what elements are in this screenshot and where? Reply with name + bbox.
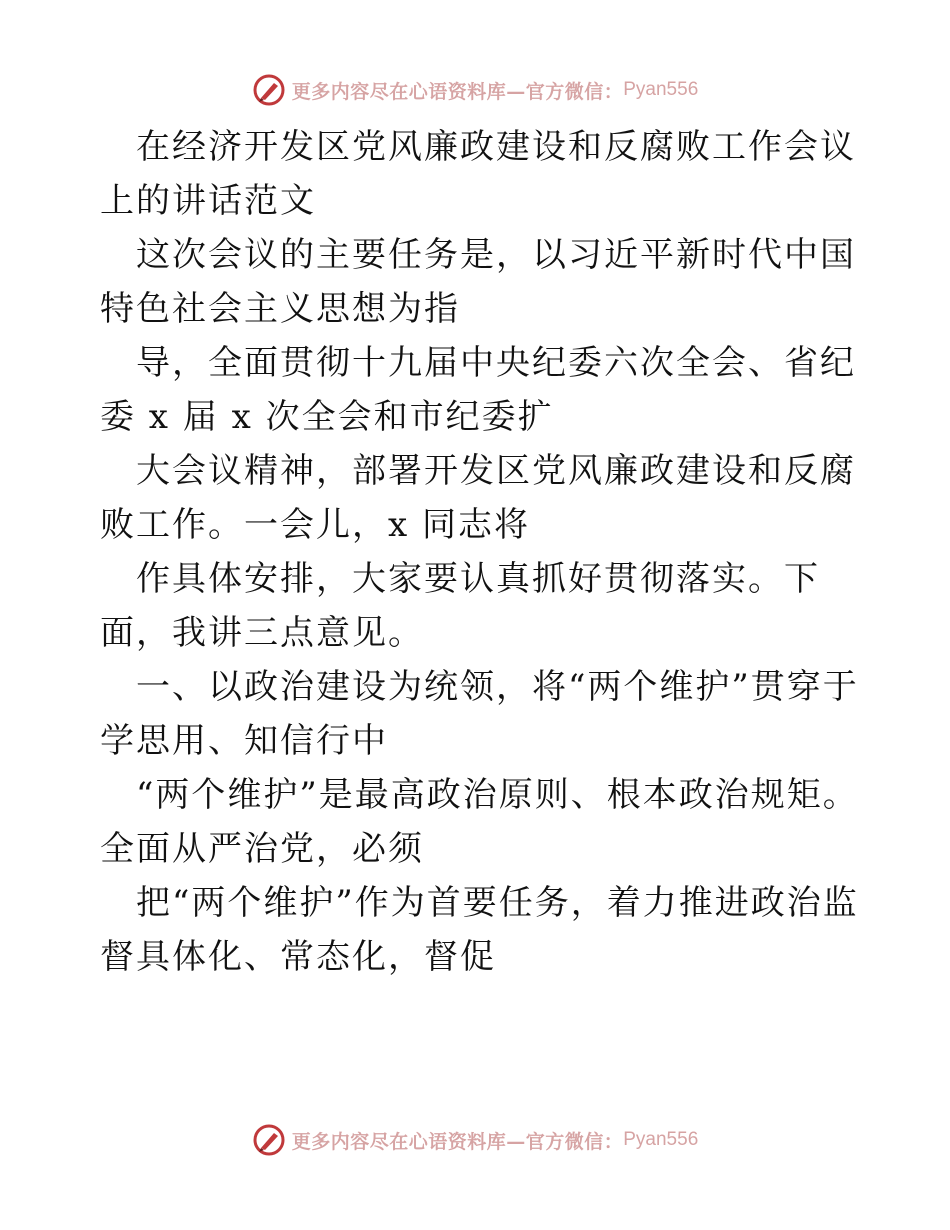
header-banner-text: 更多内容尽在心语资料库—官方微信： bbox=[291, 80, 624, 103]
pen-logo-icon bbox=[252, 1123, 286, 1157]
section-heading: 一、以政治建设为统领，将“两个维护”贯穿于学思用、知信行中 bbox=[100, 667, 859, 761]
paragraph: 作具体安排，大家要认真抓好贯彻落实。下面，我讲三点意见。 bbox=[100, 559, 820, 653]
pen-logo-icon bbox=[252, 73, 286, 107]
header-wechat-id: Pyan556 bbox=[623, 79, 699, 100]
paragraph: 把“两个维护”作为首要任务，着力推进政治监督具体化、常态化，督促 bbox=[100, 883, 859, 977]
paragraph: 这次会议的主要任务是，以习近平新时代中国特色社会主义思想为指 bbox=[100, 235, 856, 329]
paragraph: 导，全面贯彻十九届中央纪委六次全会、省纪委 x 届 x 次全会和市纪委扩 bbox=[100, 343, 856, 437]
footer-wechat-id: Pyan556 bbox=[623, 1129, 699, 1150]
document-body bbox=[100, 120, 860, 984]
paragraph: 大会议精神，部署开发区党风廉政建设和反腐败工作。一会儿，x 同志将 bbox=[100, 451, 856, 545]
header-watermark-banner bbox=[0, 70, 950, 110]
paragraph: “两个维护”是最高政治原则、根本政治规矩。全面从严治党，必须 bbox=[100, 775, 859, 869]
footer-watermark-banner bbox=[0, 1120, 950, 1160]
document-title: 在经济开发区党风廉政建设和反腐败工作会议上的讲话范文 bbox=[100, 127, 856, 221]
footer-banner-text: 更多内容尽在心语资料库—官方微信： bbox=[291, 1130, 624, 1153]
